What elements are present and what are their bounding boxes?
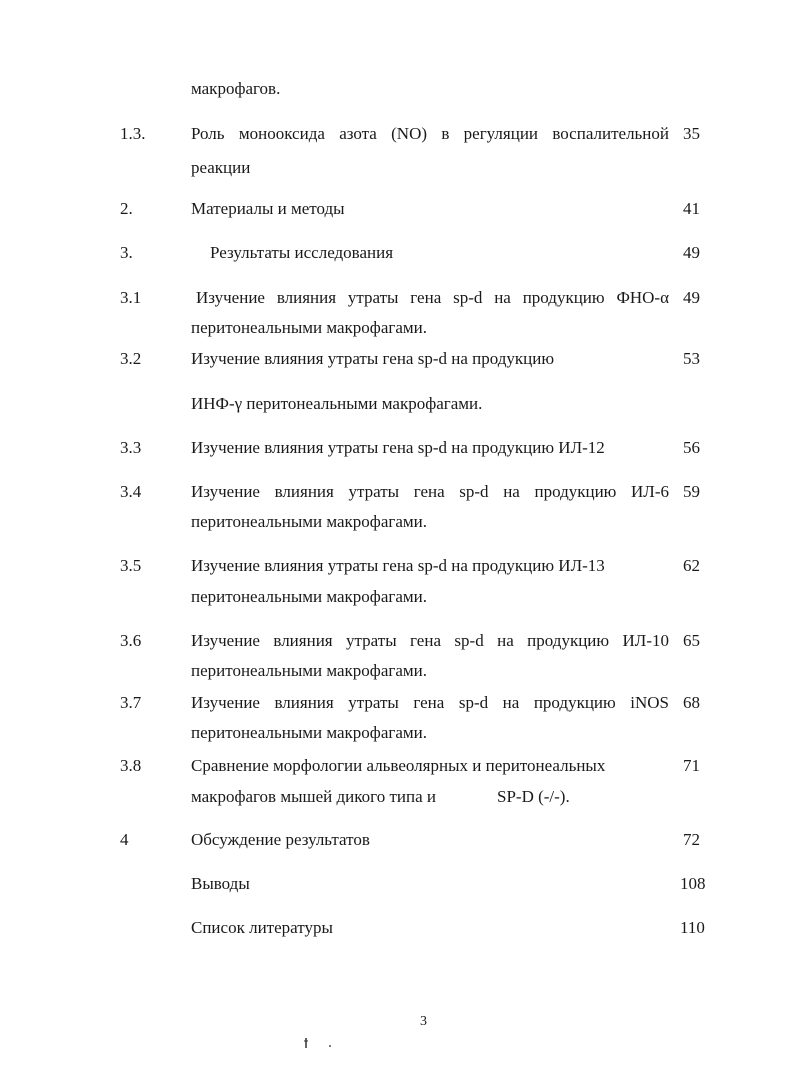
toc-entry-page: 49: [683, 288, 700, 307]
toc-entry-number: 3.7: [120, 693, 142, 712]
toc-entry-title-cont: перитонеальными макрофагами.: [191, 512, 427, 531]
toc-entry-title: Результаты исследования: [210, 243, 394, 262]
toc-entry-page: 49: [683, 243, 700, 262]
toc-entry-title: Изучение влияния утраты гена sp-d на продукцию ИЛ-6: [191, 482, 669, 501]
scan-artifact-marks: [300, 1036, 340, 1056]
toc-entry-number: 2.: [120, 199, 133, 218]
toc-entry-title: Сравнение морфологии альвеолярных и перитонеальных: [191, 756, 606, 775]
toc-entry-number: 3.5: [120, 556, 142, 575]
toc-entry-title-cont: перитонеальными макрофагами.: [191, 723, 427, 742]
toc-entry-title: Изучение влияния утраты гена sp-d на продукцию ИЛ-12: [191, 438, 605, 457]
toc-entry-title-cont: макрофагов мышей дикого типа и: [191, 787, 436, 806]
toc-entry-title-cont: ИНФ-γ перитонеальными макрофагами.: [191, 394, 483, 413]
toc-entry-number: 3.1: [120, 288, 142, 307]
toc-entry-page: 68: [683, 693, 700, 712]
toc-entry-page: 72: [683, 830, 700, 849]
toc-entry-title: Изучение влияния утраты гена sp-d на продукцию ИЛ-13: [191, 556, 605, 575]
toc-entry-page: 65: [683, 631, 700, 650]
toc-entry-title: Изучение влияния утраты гена sp-d на продукцию ИЛ-10: [191, 631, 669, 650]
toc-entry-title-cont: перитонеальными макрофагами.: [191, 661, 427, 680]
toc-entry-page: 62: [683, 556, 700, 575]
toc-continuation: макрофагов.: [191, 79, 281, 98]
toc-entry-title: Изучение влияния утраты гена sp-d на продукцию iNOS: [191, 693, 669, 712]
toc-entry-number: 3.2: [120, 349, 142, 368]
toc-entry-number: 3.6: [120, 631, 142, 650]
toc-entry-number: 3.4: [120, 482, 142, 501]
toc-entry-title: Выводы: [191, 874, 250, 893]
toc-entry-page: 71: [683, 756, 700, 775]
toc-entry-page: 108: [680, 874, 706, 893]
toc-entry-number: 1.3.: [120, 124, 146, 143]
page-number: 3: [420, 1014, 427, 1029]
toc-entry-page: 35: [683, 124, 700, 143]
toc-entry-title: Обсуждение результатов: [191, 830, 370, 849]
toc-entry-page: 110: [680, 918, 705, 937]
toc-entry-page: 53: [683, 349, 700, 368]
toc-entry-title-cont: перитонеальными макрофагами.: [191, 318, 427, 337]
toc-entry-title: Роль монооксида азота (NO) в регуляции воспалительной: [191, 124, 669, 143]
toc-entry-page: 59: [683, 482, 700, 501]
toc-entry-title: Материалы и методы: [191, 199, 345, 218]
toc-entry-number: 3.8: [120, 756, 142, 775]
toc-entry-number: 3.3: [120, 438, 142, 457]
toc-entry-title-cont: перитонеальными макрофагами.: [191, 587, 427, 606]
toc-entry-title: Изучение влияния утраты гена sp-d на продукцию: [191, 349, 555, 368]
toc-entry-number: 3.: [120, 243, 133, 262]
toc-entry-title: Список литературы: [191, 918, 333, 937]
toc-entry-title-cont: реакции: [191, 158, 251, 177]
toc-entry-number: 4: [120, 830, 129, 849]
toc-entry-title-cont-b: SP-D (-/-).: [497, 787, 570, 806]
toc-entry-page: 41: [683, 199, 700, 218]
toc-entry-title: Изучение влияния утраты гена sp-d на продукцию ФНО-α: [196, 288, 669, 307]
toc-entry-page: 56: [683, 438, 700, 457]
